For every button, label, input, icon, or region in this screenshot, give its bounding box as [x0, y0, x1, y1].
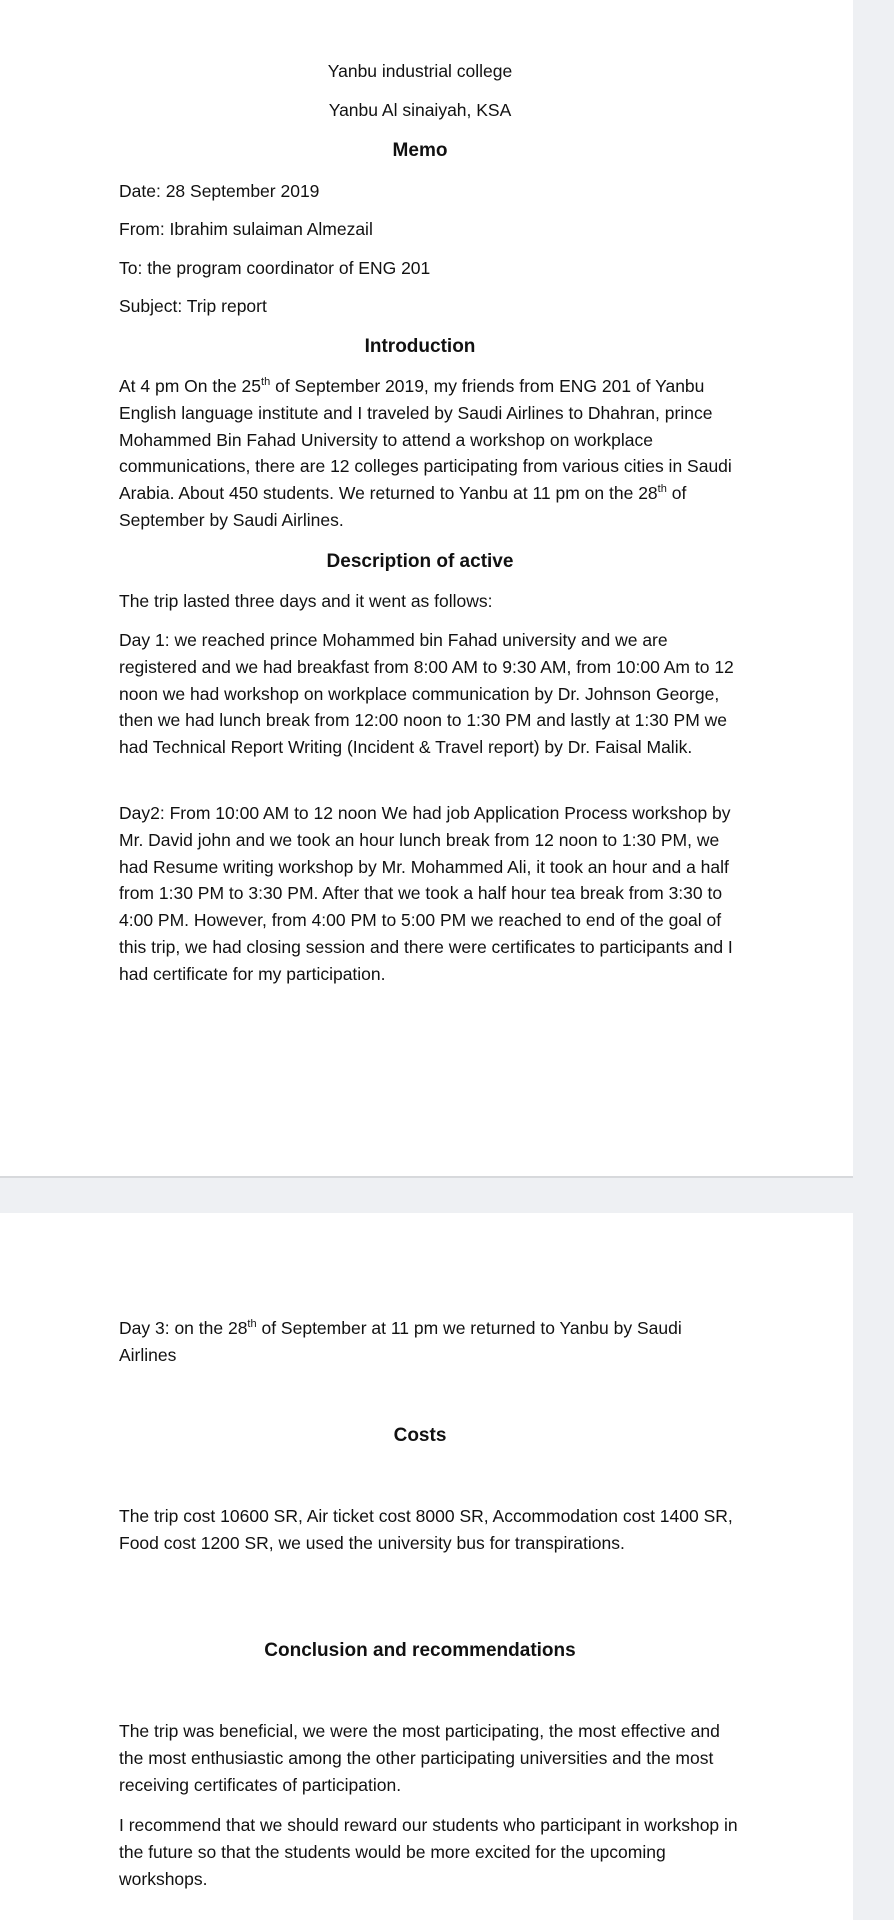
costs-heading: Costs [393, 1425, 447, 1446]
college-location: Yanbu Al sinaiyah, KSA [328, 100, 512, 120]
memo-subject: Subject: Trip report [119, 296, 267, 316]
memo-to: To: the program coordinator of ENG 201 [119, 258, 431, 278]
description-intro: The trip lasted three days and it went as follows: [119, 591, 493, 611]
page-separator [0, 1176, 853, 1213]
document-page-2 [0, 1213, 853, 1920]
memo-date: Date: 28 September 2019 [119, 181, 320, 201]
day1-paragraph: Day 1: we reached prince Mohammed bin Fahad university and we are registered and we had breakfast from 8:00 AM to 9:30 AM, from 10:00 Am to 12 noon we had workshop on workplace communication by Dr. Johnson George, then we had lunch break from 12:00 noon to 1:30 PM and lastly at 1:30 PM we had Technical Report Writing (Incident & Travel report) by Dr. Faisal Malik. [119, 630, 734, 758]
conclusion-paragraph-2: I recommend that we should reward our students who participant in workshop in the future so that the students would be more excited for the upcoming workshops. [119, 1815, 738, 1889]
description-heading: Description of active [326, 551, 514, 572]
day2-paragraph: Day2: From 10:00 AM to 12 noon We had job Application Process workshop by Mr. David john and we took an hour lunch break from 12 noon to 1:30 PM, we had Resume writing workshop by Mr. Mohammed Ali, it took an hour and a half from 1:30 PM to 3:30 PM. After that we took a half hour tea break from 3:30 to 4:00 PM. However, from 4:00 PM to 5:00 PM we reached to end of the goal of this trip, we had closing session and there were certificates to participants and I had certificate for my participation. [119, 803, 733, 984]
conclusion-heading: Conclusion and recommendations [264, 1640, 576, 1661]
viewer-background-right [853, 0, 894, 1920]
costs-paragraph: The trip cost 10600 SR, Air ticket cost 8000 SR, Accommodation cost 1400 SR, Food cost 1200 SR, we used the university bus for transpirations. [119, 1506, 733, 1553]
introduction-paragraph: At 4 pm On the 25th of September 2019, my friends from ENG 201 of Yanbu English language institute and I traveled by Saudi Airlines to Dhahran, prince Mohammed Bin Fahad University to attend a workshop on workplace communications, there are 12 colleges participating from various cities in Saudi Arabia. About 450 students. We returned to Yanbu at 11 pm on the 28th of September by Saudi Airlines. [119, 376, 732, 530]
conclusion-paragraph-1: The trip was beneficial, we were the most participating, the most effective and the most enthusiastic among the other participating universities and the most receiving certificates of participation. [119, 1721, 720, 1795]
memo-title: Memo [392, 140, 448, 161]
day3-paragraph: Day 3: on the 28th of September at 11 pm we returned to Yanbu by Saudi Airlines [119, 1318, 682, 1365]
memo-from: From: Ibrahim sulaiman Almezail [119, 219, 373, 239]
introduction-heading: Introduction [364, 336, 476, 357]
college-name: Yanbu industrial college [327, 61, 513, 81]
